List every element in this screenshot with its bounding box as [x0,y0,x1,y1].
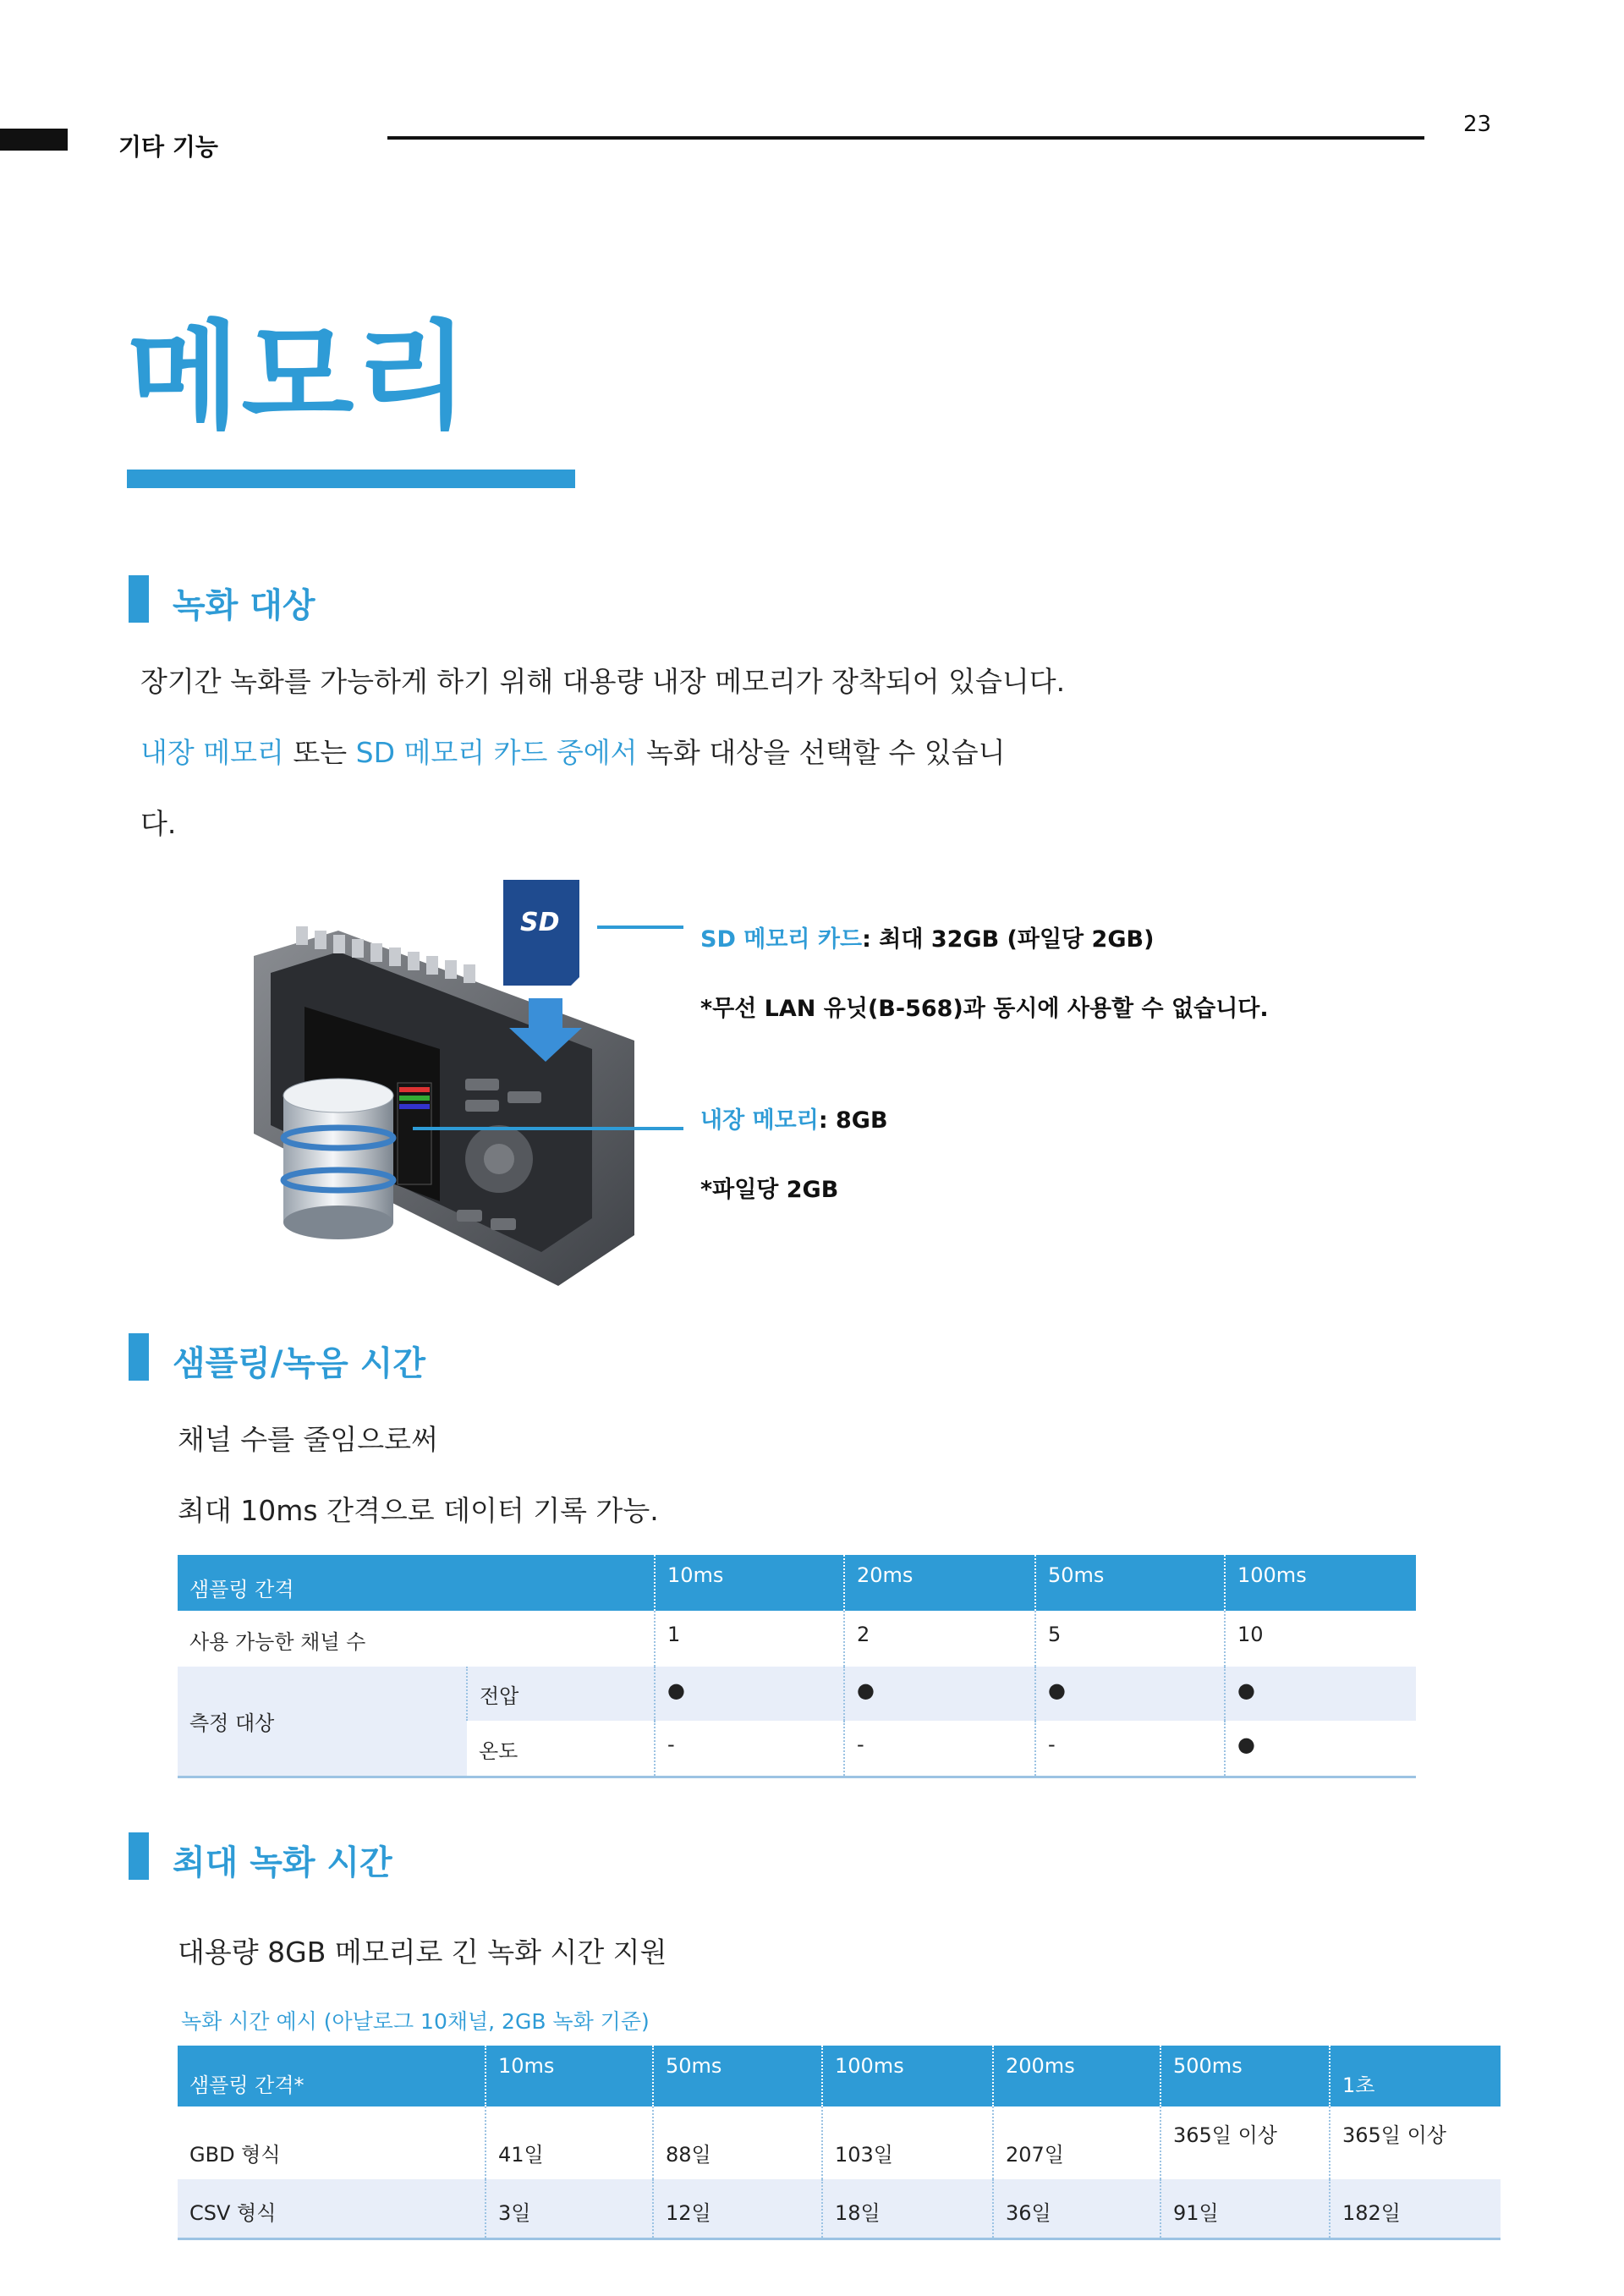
title-underline [127,470,575,488]
section-title-sampling-time: 샘플링/녹음 시간 [173,1344,426,1383]
sd-card-icon [503,880,579,986]
table-cell: ● [1225,1667,1416,1721]
header-tab-marker [0,129,68,151]
table-row-gbd [178,2106,1501,2179]
table-cell: 사용 가능한 채널 수 [189,1630,366,1654]
table-cell: 103일 [822,2106,993,2179]
table-cell: ● [655,1667,844,1721]
table-cell: - [844,1721,1035,1777]
table-cell: 1 [655,1611,844,1667]
table-cell: 측정 대상 [178,1667,467,1777]
sd-card-note: *무선 LAN 유닛(B-568)과 동시에 사용할 수 없습니다. [700,996,1269,1022]
table-cell: 41일 [486,2106,653,2179]
device-svg [237,880,694,1286]
database-icon [283,1079,393,1239]
table-cell: ● [844,1667,1035,1721]
page-title: 메모리 [127,309,470,445]
table-row-voltage [178,1667,1416,1721]
table-cell: - [1035,1721,1225,1777]
table-cell: 91일 [1160,2179,1330,2238]
table-header-cell: 500ms [1160,2046,1330,2106]
table-cell: 88일 [653,2106,822,2179]
table-cell: 온도 [467,1721,655,1777]
sd-card-spec [700,920,1154,953]
section1-paragraph-line2 [140,731,1006,771]
text-span: 또는 [283,736,356,769]
table-cell: - [655,1721,844,1777]
sd-card-label: SD 메모리 카드 [700,926,863,953]
table-cell: 365일 이상 [1330,2106,1501,2179]
section-marker [129,575,149,623]
header-rule [387,136,1424,140]
table-cell: GBD 형식 [189,2143,281,2167]
table-cell: 2 [844,1611,1035,1667]
table-header-row [178,2046,1501,2106]
section1-paragraph-line3: 다. [140,807,177,840]
table-cell: 182일 [1330,2179,1501,2238]
text-span: 녹화 대상을 선택할 수 있습니 [637,736,1006,769]
table-header-cell: 샘플링 간격 [178,1555,655,1611]
section1-paragraph-line1: 장기간 녹화를 가능하게 하기 위해 대용량 내장 메모리가 장착되어 있습니다. [140,665,1066,698]
sd-callout-line [597,926,683,929]
table-cell: 10 [1225,1611,1416,1667]
svg-text:SD: SD [520,908,560,937]
section-marker [129,1832,149,1880]
table-header-cell: 200ms [993,2046,1160,2106]
table-cell: ● [1225,1721,1416,1777]
table-cell: CSV 형식 [178,2179,486,2238]
table-header-cell: 50ms [653,2046,822,2106]
table-cell: 18일 [822,2179,993,2238]
table-header-cell: 20ms [844,1555,1035,1611]
header-section-label: 기타 기능 [118,133,218,161]
data-logger-illustration [237,880,694,1286]
table-cell: 5 [1035,1611,1225,1667]
section-marker [129,1333,149,1381]
table-header-cell: 50ms [1035,1555,1225,1611]
table-cell: ● [1035,1667,1225,1721]
table-cell: 36일 [993,2179,1160,2238]
section-title-recording-target: 녹화 대상 [173,586,315,625]
internal-memory-note: *파일당 2GB [700,1177,839,1203]
section-title-max-recording-time: 최대 녹화 시간 [173,1843,392,1882]
sd-card-highlight: SD 메모리 카드 중에서 [355,736,638,769]
table-header-cell: 100ms [1225,1555,1416,1611]
table-row-channels [178,1611,1416,1667]
table-header-cell: 1초 [1330,2046,1501,2106]
table-caption: 녹화 시간 예시 (아날로그 10채널, 2GB 녹화 기준) [181,2009,650,2034]
table-cell: 3일 [486,2179,653,2238]
sd-card-capacity: : 최대 32GB (파일당 2GB) [862,926,1155,953]
section2-paragraph-line1: 채널 수를 줄임으로써 [178,1423,438,1456]
internal-memory-spec [700,1101,888,1134]
internal-callout-line [413,1127,683,1130]
internal-memory-label: 내장 메모리 [700,1107,819,1134]
recording-time-table [178,2046,1501,2240]
internal-memory-capacity: : 8GB [818,1107,888,1134]
section3-paragraph-line1: 대용량 8GB 메모리로 긴 녹화 시간 지원 [178,1936,667,1969]
table-header-cell: 100ms [822,2046,993,2106]
table-row-csv [178,2179,1501,2238]
table-header-row [178,1555,1416,1611]
table-header-cell: 10ms [655,1555,844,1611]
sampling-table [178,1555,1416,1778]
page-number: 23 [1463,112,1492,137]
table-cell: 207일 [993,2106,1160,2179]
table-header-cell: 샘플링 간격* [178,2046,486,2106]
section2-paragraph-line2: 최대 10ms 간격으로 데이터 기록 가능. [178,1494,659,1527]
table-cell: 12일 [653,2179,822,2238]
internal-memory-highlight: 내장 메모리 [140,736,284,769]
table-cell: 365일 이상 [1160,2106,1330,2179]
table-header-cell: 10ms [486,2046,653,2106]
table-cell: 전압 [467,1667,655,1721]
